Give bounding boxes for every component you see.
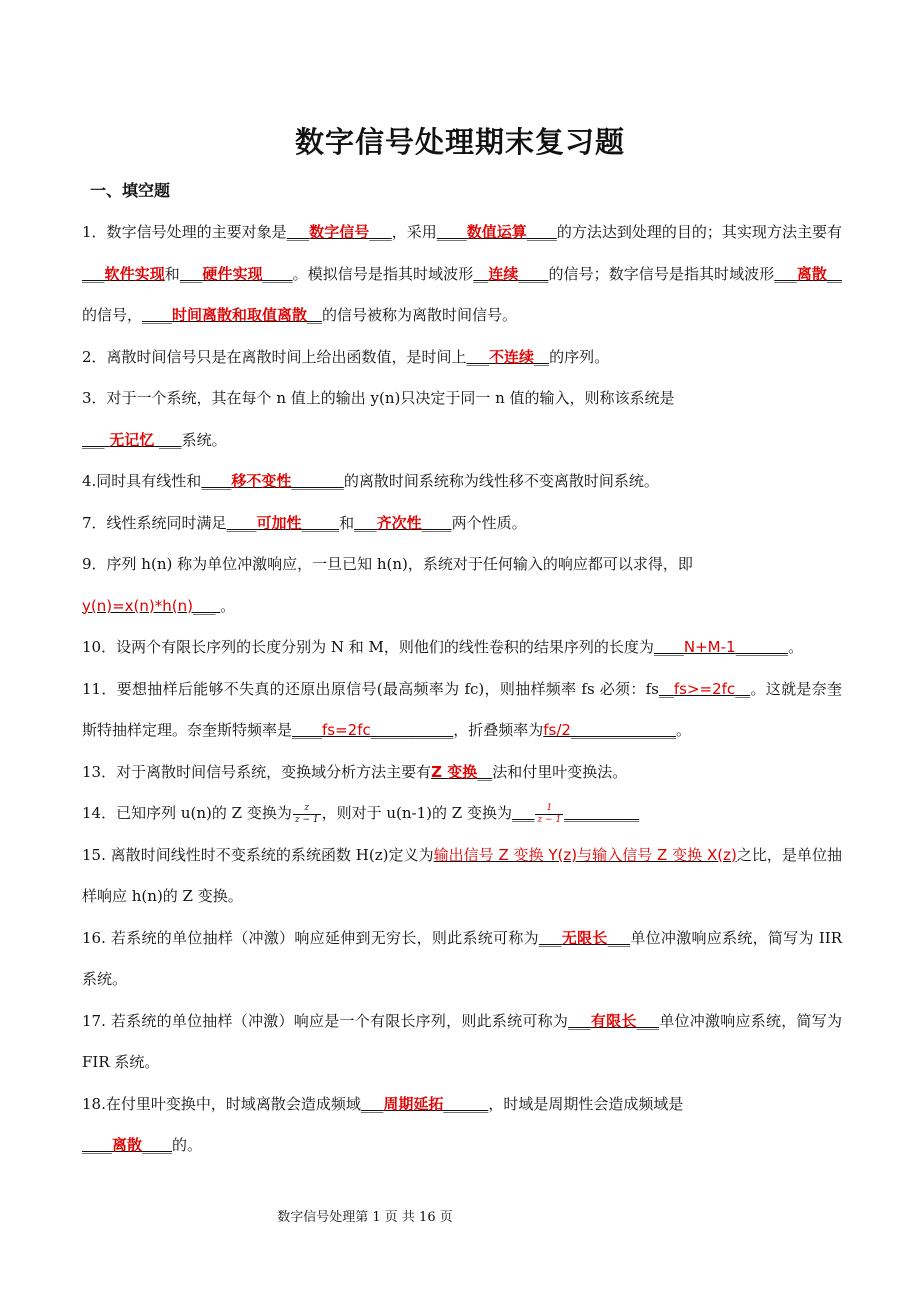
question-7: 7．线性系统同时满足____可加性_____和___齐次性____两个性质。 xyxy=(82,513,527,532)
question-list xyxy=(82,212,842,1167)
answer-blank: 离散 xyxy=(112,1136,143,1154)
question-2: 2．离散时间信号只是在离散时间上给出函数值，是时间上___不连续__的序列。 xyxy=(82,347,610,366)
answer-blank: 移不变性 xyxy=(231,472,292,490)
answer-blank: 无限长 xyxy=(561,928,608,947)
answer-blank: fs>=2fc xyxy=(673,679,736,698)
question-14: 14．已知序列 u(n)的 Z 变换为 $\frac{z}{z - 1}$ ，则对于 u(n-1)的 Z 变换为___ $\frac{1}{z - 1}$ __________ xyxy=(82,802,640,825)
answer-blank: 硬件实现 xyxy=(202,264,263,283)
question-13: 13．对于离散时间信号系统，变换域分析方法主要有Z 变换__法和付里叶变换法。 xyxy=(82,762,628,781)
answer-blank: 软件实现 xyxy=(104,264,165,283)
question-10: 10．设两个有限长序列的长度分别为 N 和 M，则他们的线性卷积的结果序列的长度为____N+M-1_______。 xyxy=(82,638,804,656)
answer-blank: 无记忆 xyxy=(109,430,155,449)
question-3: 3．对于一个系统，其在每个 n 值上的输出 y(n)只决定于同一 n 值的输入，则称该系统是 ___ 无记忆 ___系统。 xyxy=(82,389,675,449)
answer-blank: y(n)=x(n)*h(n) xyxy=(82,596,193,615)
answer-blank: Z 变换 xyxy=(431,762,478,781)
answer-blank: 可加性 xyxy=(256,513,302,532)
question-15: 15. 离散时间线性时不变系统的系统函数 H(z)定义为输出信号 Z 变换 Y(z)与输入信号 Z 变换 X(z)之比，是单位抽样响应 h(n)的 Z 变换。 xyxy=(82,845,842,905)
answer-blank: 齐次性 xyxy=(376,513,422,532)
answer-blank: 周期延拓 xyxy=(383,1094,444,1113)
question-9: 9．序列 h(n) 称为单位冲激响应，一旦已知 h(n)，系统对于任何输入的响应都可以求得，即 y(n)=x(n)*h(n)___ 。 xyxy=(82,555,693,615)
answer-blank: 数字信号 xyxy=(309,223,370,241)
answer-blank: N+M-1 xyxy=(683,638,736,656)
answer-blank: fs/2 xyxy=(543,721,571,739)
answer-blank: 输出信号 Z 变换 Y(z)与输入信号 Z 变换 X(z) xyxy=(433,845,737,864)
question-4: 4.同时具有线性和____移不变性_______的离散时间系统称为线性移不变离散时间系统。 xyxy=(82,472,659,490)
page-footer: 数字信号处理第 1 页 共 16 页 xyxy=(277,1210,453,1225)
question-16: 16. 若系统的单位抽样（冲激）响应延伸到无穷长，则此系统可称为___无限长___单位冲激响应系统，简写为 IIR 系统。 xyxy=(82,928,842,988)
answer-fraction: $\frac{1}{z - 1}$ xyxy=(537,802,562,825)
question-17: 17. 若系统的单位抽样（冲激）响应是一个有限长序列，则此系统可称为___有限长___单位冲激响应系统，简写为 FIR 系统。 xyxy=(82,1011,842,1071)
answer-blank: fs=2fc xyxy=(322,721,371,739)
fraction-z-over-z-minus-1: $\frac{z}{z - 1}$ xyxy=(294,802,319,825)
answer-blank: 离散 xyxy=(796,264,827,283)
answer-blank: 时间离散和取值离散 xyxy=(172,306,308,324)
answer-blank: 不连续 xyxy=(489,347,535,366)
section-heading: 一、填空题 xyxy=(90,181,171,200)
question-1: 1．数字信号处理的主要对象是___数字信号___，采用____数值运算____的方法达到处理的目的；其实现方法主要有___软件实现和___硬件实现____。模拟信号是指其时域波形__连续____的信号；数字信号是指其时域波形___离散__的信号，____时间离散和取值离散__的信号被称为离散时间信号。 xyxy=(82,223,842,324)
answer-blank: 数值运算 xyxy=(466,223,527,241)
question-18: 18.在付里叶变换中，时域离散会造成频域___周期延拓______，时域是周期性会造成频域是 ____离散____的。 xyxy=(82,1094,684,1154)
question-11: 11．要想抽样后能够不失真的还原出原信号(最高频率为 fc)，则抽样频率 fs 必须：fs__fs>=2fc__。这就是奈奎斯特抽样定理。奈奎斯特频率是____fs=2fc___________，折叠频率为fs/2______________。 xyxy=(82,679,842,739)
answer-blank: 连续 xyxy=(488,264,519,283)
answer-blank: 有限长 xyxy=(590,1011,637,1030)
page-title: 数字信号处理期末复习题 xyxy=(294,125,625,159)
